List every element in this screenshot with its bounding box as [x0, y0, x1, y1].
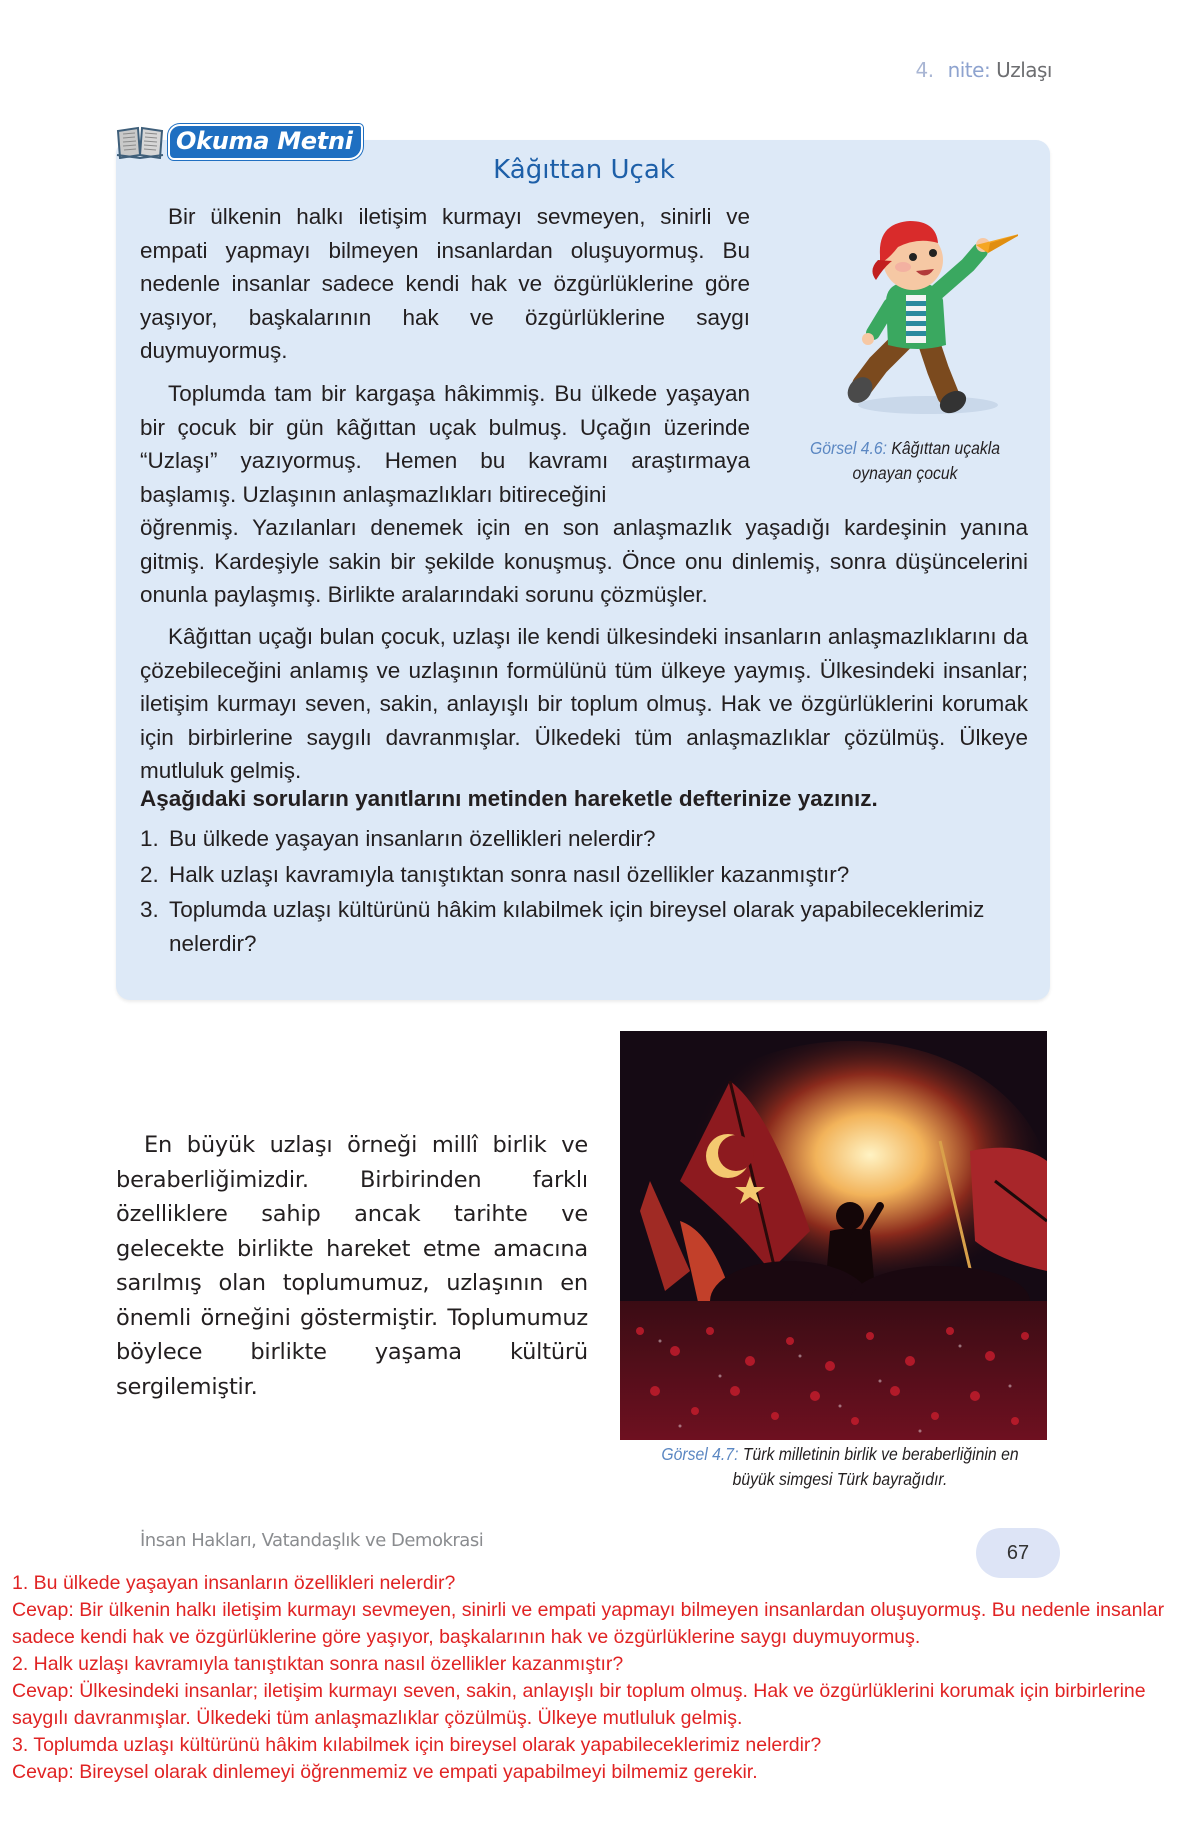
- answer-question-3: 3. Toplumda uzlaşı kültürünü hâkim kılabilmek için bireysel olarak yapabileceklerimiz nelerdir?: [12, 1734, 822, 1756]
- unit-topic: Uzlaşı: [996, 58, 1052, 82]
- figure-4-7-caption: [642, 1442, 1038, 1492]
- figure-caption-text: Kâğıttan uçakla oynayan çocuk: [852, 438, 1001, 483]
- turkish-flags-crowd-photo: [620, 1031, 1047, 1440]
- question-item: 3. Toplumda uzlaşı kültürünü hâkim kılabilmek için bireysel olarak yapabileceklerimiz nelerdir?: [140, 897, 985, 956]
- answer-text-3: Cevap: Bireysel olarak dinlemeyi öğrenmemiz ve empati yapabilmeyi bilmemiz gerekir.: [12, 1761, 758, 1783]
- unit-header: [915, 58, 1052, 82]
- question-item: 1. Bu ülkede yaşayan insanların özellikleri nelerdir?: [140, 826, 656, 851]
- paragraph-2: Toplumda tam bir kargaşa hâkimmiş. Bu ülkede yaşayan bir çocuk bir gün kâğıttan uçak bulmuş. Uçağın üzerinde “Uzlaşı” yazıyormuş. Hemen bu kavramı araştırmaya başlamış. Uzlaşının anlaşmazlıkları bitireceğini: [140, 381, 750, 507]
- figure-caption-text: Türk milletinin birlik ve beraberliğinin en büyük simgesi Türk bayrağıdır.: [732, 1444, 1019, 1489]
- book-title: İnsan Hakları, Vatandaşlık ve Demokrasi: [140, 1530, 484, 1551]
- paragraph-3: Kâğıttan uçağı bulan çocuk, uzlaşı ile kendi ülkesindeki insanların anlaşmazlıklarını da çözebileceğini anlamış ve uzlaşının formülünü tüm ülkeye yaymış. Ülkesindeki insanlar; iletişim kurmayı seven, sakin, anlayışlı bir toplum olmuş. Hak ve özgürlüklerini korumak için birbirlerine saygılı davranmışlar. Ülkedeki tüm anlaşmazlıklar çözülmüş. Ülkeye mutluluk gelmiş.: [140, 624, 1028, 783]
- paragraph-2-continued: öğrenmiş. Yazılanları denemek için en son anlaşmazlık yaşadığı kardeşinin yanına gitmiş. Kardeşiyle sakin bir şekilde konuşmuş. Önce onu dinlemiş, sonra düşüncelerini onunla paylaşmış. Birlikte aralarındaki sorunu çözmüşler.: [140, 515, 1028, 607]
- questions-instruction: Aşağıdaki soruların yanıtlarını metinden hareketle defterinize yazınız.: [140, 786, 878, 811]
- unit-number: 4.: [915, 58, 934, 82]
- answers-section: [12, 1570, 1172, 1786]
- answer-text-1: Cevap: Bir ülkenin halkı iletişim kurmayı sevmeyen, sinirli ve empati yapmayı bilmeyen insanlardan oluşuyormuş. Bu nedenle insanlar sadece kendi hak ve özgürlüklerine göre yaşıyor, başkalarının hak ve özgürlüklerine saygı duymuyormuş.: [12, 1599, 1165, 1648]
- question-item: 2. Halk uzlaşı kavramıyla tanıştıktan sonra nasıl özellikler kazanmıştır?: [140, 861, 850, 887]
- answer-question-2: 2. Halk uzlaşı kavramıyla tanıştıktan sonra nasıl özellikler kazanmıştır?: [12, 1653, 624, 1675]
- boy-with-paper-plane-illustration: [818, 205, 1018, 420]
- figure-ref: Görsel 4.7:: [661, 1444, 739, 1464]
- story-title: Kâğıttan Uçak: [493, 155, 675, 185]
- questions-list: [140, 822, 1028, 962]
- unity-paragraph: En büyük uzlaşı örneği millî birlik ve beraberliğimizdir. Birbirinden farklı özelliklere sahip ancak tarihte ve gelecekte birlikte hareket etme amacına sarılmış olan toplumumuz, uzlaşının en önemli örneğini göstermiştir. Toplumumuz böylece birlikte yaşama kültürü sergilemiştir.: [116, 1132, 588, 1400]
- paragraph-1: Bir ülkenin halkı iletişim kurmayı sevmeyen, sinirli ve empati yapmayı bilmeyen insanlardan oluşuyormuş. Bu nedenle insanlar sadece kendi hak ve özgürlüklerine göre yaşıyor, başkalarının hak ve özgürlüklerine saygı duymuyormuş.: [140, 204, 750, 363]
- okuma-metni-badge: [116, 124, 363, 160]
- answer-text-2: Cevap: Ülkesindeki insanlar; iletişim kurmayı seven, sakin, anlayışlı bir toplum olmuş. Hak ve özgürlüklerini korumak için birbirlerine saygılı davranmışlar. Ülkedeki tüm anlaşmazlıklar çözülmüş. Ülkeye mutluluk gelmiş.: [12, 1680, 1146, 1729]
- open-book-icon: [116, 125, 164, 159]
- page-number: 67: [976, 1528, 1060, 1578]
- figure-ref: Görsel 4.6:: [809, 438, 888, 458]
- answer-question-1: 1. Bu ülkede yaşayan insanların özellikleri nelerdir?: [12, 1572, 456, 1594]
- unit-label: nite:: [947, 58, 991, 82]
- figure-4-6-caption: [788, 436, 1022, 486]
- badge-label: Okuma Metni: [168, 124, 363, 160]
